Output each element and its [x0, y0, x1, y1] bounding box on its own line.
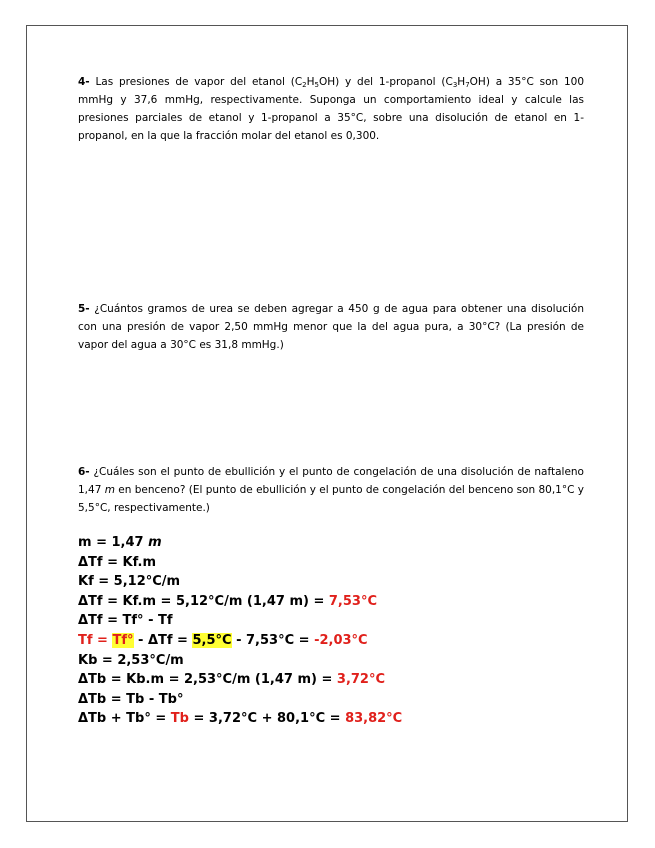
problem-text: OH) y del 1-propanol (C: [319, 76, 453, 88]
solution-line: ΔTf = Tf° - Tf: [78, 613, 173, 629]
problem-6: [78, 463, 584, 517]
solution-line: [78, 670, 598, 690]
problem-4: [78, 73, 584, 145]
problem-text: H: [306, 76, 315, 88]
problem-5: [78, 300, 584, 354]
solution-line: ΔTf = Kf.m: [78, 554, 157, 570]
equation-text: Tf =: [78, 632, 113, 648]
solution-line: Kf = 5,12°C/m: [78, 574, 181, 590]
answer-value: 7,53°C: [328, 593, 378, 609]
solution-line: [78, 631, 598, 651]
equation-text: - 7,53°C =: [231, 632, 315, 648]
highlighted-term: 5,5°C: [192, 632, 232, 648]
problem-text: ¿Cuáles son el punto de ebullición y el punto de congelación de una disolución de naftaleno 1,47: [78, 466, 584, 496]
problem-number: 5-: [78, 303, 90, 315]
molality-unit: m: [148, 535, 162, 550]
problem-text: OH) a 35°C son 100 mmHg y 37,6 mmHg, respectivamente. Suponga un comportamiento ideal y calcule las presiones parciales de etanol y 1-propanol a 35°C, sobre una disolución de etanol en 1-propanol, en la que la fracción molar del etanol es 0,300.: [78, 76, 585, 142]
subscript: 2: [302, 81, 307, 89]
highlighted-term: Tf°: [112, 632, 134, 648]
equation-text: ΔTb + Tb° =: [78, 711, 171, 727]
subscript: 3: [452, 81, 458, 89]
problem-text: ¿Cuántos gramos de urea se deben agregar a 450 g de agua para obtener una disolución con una presión de vapor 2,50 mmHg menor que la del agua pura, a 30°C? (La presión de vapor del agua a 30°C es 31,8 mmHg.): [78, 303, 584, 351]
subscript: 7: [465, 81, 470, 89]
problem-number: 6-: [78, 466, 90, 478]
solution-line: Kb = 2,53°C/m: [78, 652, 184, 668]
problem-text: H: [457, 76, 466, 88]
equation-text: ΔTb = Kb.m = 2,53°C/m (1,47 m) =: [78, 672, 337, 688]
answer-value: 83,82°C: [345, 711, 403, 727]
equation-text: ΔTf = Kf.m = 5,12°C/m (1,47 m) =: [78, 593, 329, 609]
equation-text: m = 1,47: [78, 535, 149, 550]
problem-number: 4-: [78, 76, 90, 88]
solution-line: [78, 709, 598, 729]
solution-block: [78, 533, 598, 729]
solution-line: [78, 592, 598, 612]
molality-unit: m: [104, 484, 115, 496]
answer-term: Tb: [170, 711, 189, 727]
answer-value: 3,72°C: [336, 672, 386, 688]
equation-text: = 3,72°C + 80,1°C =: [188, 711, 346, 727]
equation-text: - ΔTf =: [133, 632, 193, 648]
solution-line: ΔTb = Tb - Tb°: [78, 691, 184, 707]
subscript: 5: [314, 81, 319, 89]
problem-text: Las presiones de vapor del etanol (C: [89, 76, 303, 88]
solution-line: [78, 533, 598, 553]
answer-value: -2,03°C: [314, 632, 368, 648]
problem-text: en benceno? (El punto de ebullición y el punto de congelación del benceno son 80,1°C y 5,5°C, respectivamente.): [78, 484, 584, 514]
